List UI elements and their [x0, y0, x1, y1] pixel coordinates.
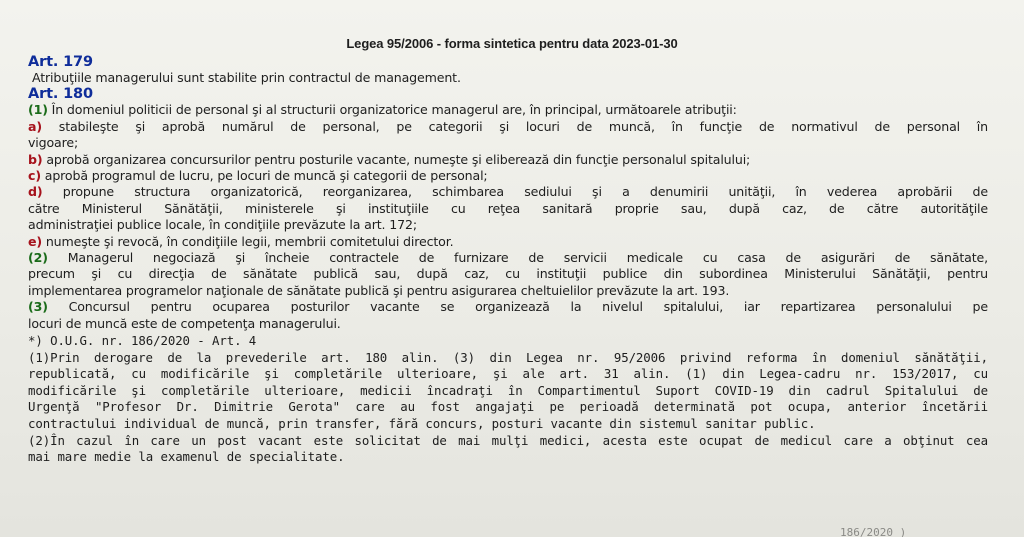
paragraph-3-text: Concursul pentru ocuparea posturilor vacante se organizează la nivelul spitalului, iar repartizarea personalului pe: [47, 299, 988, 315]
paragraph-1: [28, 102, 988, 118]
oug-paragraph-1-line-4: Urgenţă "Profesor Dr. Dimitrie Gerota" care au fost angajaţi pe perioadă determinată pot ocupa, anterior încetării: [28, 399, 988, 415]
oug-paragraph-1-line-1: (1)Prin derogare de la prevederile art. 180 alin. (3) din Legea nr. 95/2006 privind reforma în domeniul sănătăţii,: [28, 349, 988, 365]
paragraph-2-label: (2): [28, 250, 48, 266]
oug-paragraph-1-line-2: republicată, cu modificările şi completările ulterioare, şi ale art. 31 alin. (1) din Legea-cadru nr. 153/2017, cu: [28, 366, 988, 382]
article-179-heading: Art. 179: [28, 54, 93, 70]
paragraph-3-line-1: [28, 299, 988, 315]
article-180-heading: Art. 180: [28, 86, 93, 103]
item-d-label: d): [28, 184, 43, 200]
oug-paragraph-2-line-1: (2)În cazul în care un post vacant este solicitat de mai mulţi medici, acesta este ocupat de medicul care a obţinut cea: [28, 432, 988, 448]
oug-reference: *) O.U.G. nr. 186/2020 - Art. 4: [28, 333, 257, 349]
item-a-line-2: vigoare;: [28, 135, 79, 151]
paragraph-2-text: Managerul negociază şi încheie contractele de furnizare de servicii medicale cu casa de asigurări de sănătate,: [47, 250, 988, 266]
item-c-label: c): [28, 168, 41, 184]
paragraph-3-label: (3): [28, 299, 48, 315]
item-a-text: stabileşte şi aprobă numărul de personal, pe categorii şi locuri de muncă, în funcţie de normativul de personal în: [41, 118, 988, 134]
document-body: [28, 54, 988, 466]
paragraph-1-text: În domeniul politicii de personal şi al structurii organizatorice managerul are, în principal, următoarele atribuţii:: [47, 102, 737, 118]
item-e-label: e): [28, 233, 42, 249]
item-e-text: numeşte şi revocă, în condiţiile legii, membrii comitetului director.: [42, 233, 454, 249]
item-c-text: aprobă programul de lucru, pe locuri de muncă şi categorii de personal;: [40, 168, 488, 184]
oug-note: [28, 333, 988, 466]
oug-paragraph-1-line-5: contractului individual de muncă, prin transfer, fără concurs, posturi vacante din sistemul sanitar public.: [28, 416, 816, 432]
item-c: [28, 168, 988, 184]
item-d-line-3: administraţiei publice locale, în condiţiile prevăzute la art. 172;: [28, 217, 417, 233]
oug-paragraph-1-line-3: modificările şi completările ulterioare, medicii încadraţi în Compartimentul Suport COVID-19 din cadrul Spitalului de: [28, 382, 988, 398]
item-d-line-2: către Ministerul Sănătăţii, ministerele şi instituţiile cu reţea sanitară proprie sau, după caz, de către autorităţile: [28, 200, 988, 216]
document-title: Legea 95/2006 - forma sintetica pentru data 2023-01-30: [346, 36, 678, 51]
paragraph-1-label: (1): [28, 102, 48, 118]
item-d-line-1: [28, 184, 988, 200]
paragraph-2-line-3: implementarea programelor naţionale de sănătate publică şi pentru asigurarea cheltuielilor prevăzute la art. 193.: [28, 282, 730, 298]
item-a-label: a): [28, 118, 42, 134]
article-179-text: Atribuţiile managerului sunt stabilite prin contractul de management.: [32, 70, 461, 85]
cut-off-text: 186/2020 ): [840, 526, 907, 537]
paragraph-2-line-1: [28, 250, 988, 266]
item-b: [28, 152, 988, 168]
item-b-label: b): [28, 151, 43, 167]
paragraph-2-line-2: precum şi cu direcţia de sănătate publică sau, după caz, cu instituţii publice din subordinea Ministerului Sănătăţii, pentru: [28, 266, 988, 282]
paragraph-3-line-2: locuri de muncă este de competenţa managerului.: [28, 315, 341, 331]
item-d-text: propune structura organizatorică, reorganizarea, schimbarea sediului şi a denumirii unităţii, în vederea aprobării de: [42, 184, 988, 200]
oug-paragraph-2-line-2: mai mare medie la examenul de specialitate.: [28, 449, 345, 465]
item-b-text: aprobă organizarea concursurilor pentru posturile vacante, numeşte şi eliberează din funcţie personalul spitalului;: [42, 151, 751, 167]
item-e: [28, 234, 988, 250]
item-a-line-1: [28, 119, 988, 135]
